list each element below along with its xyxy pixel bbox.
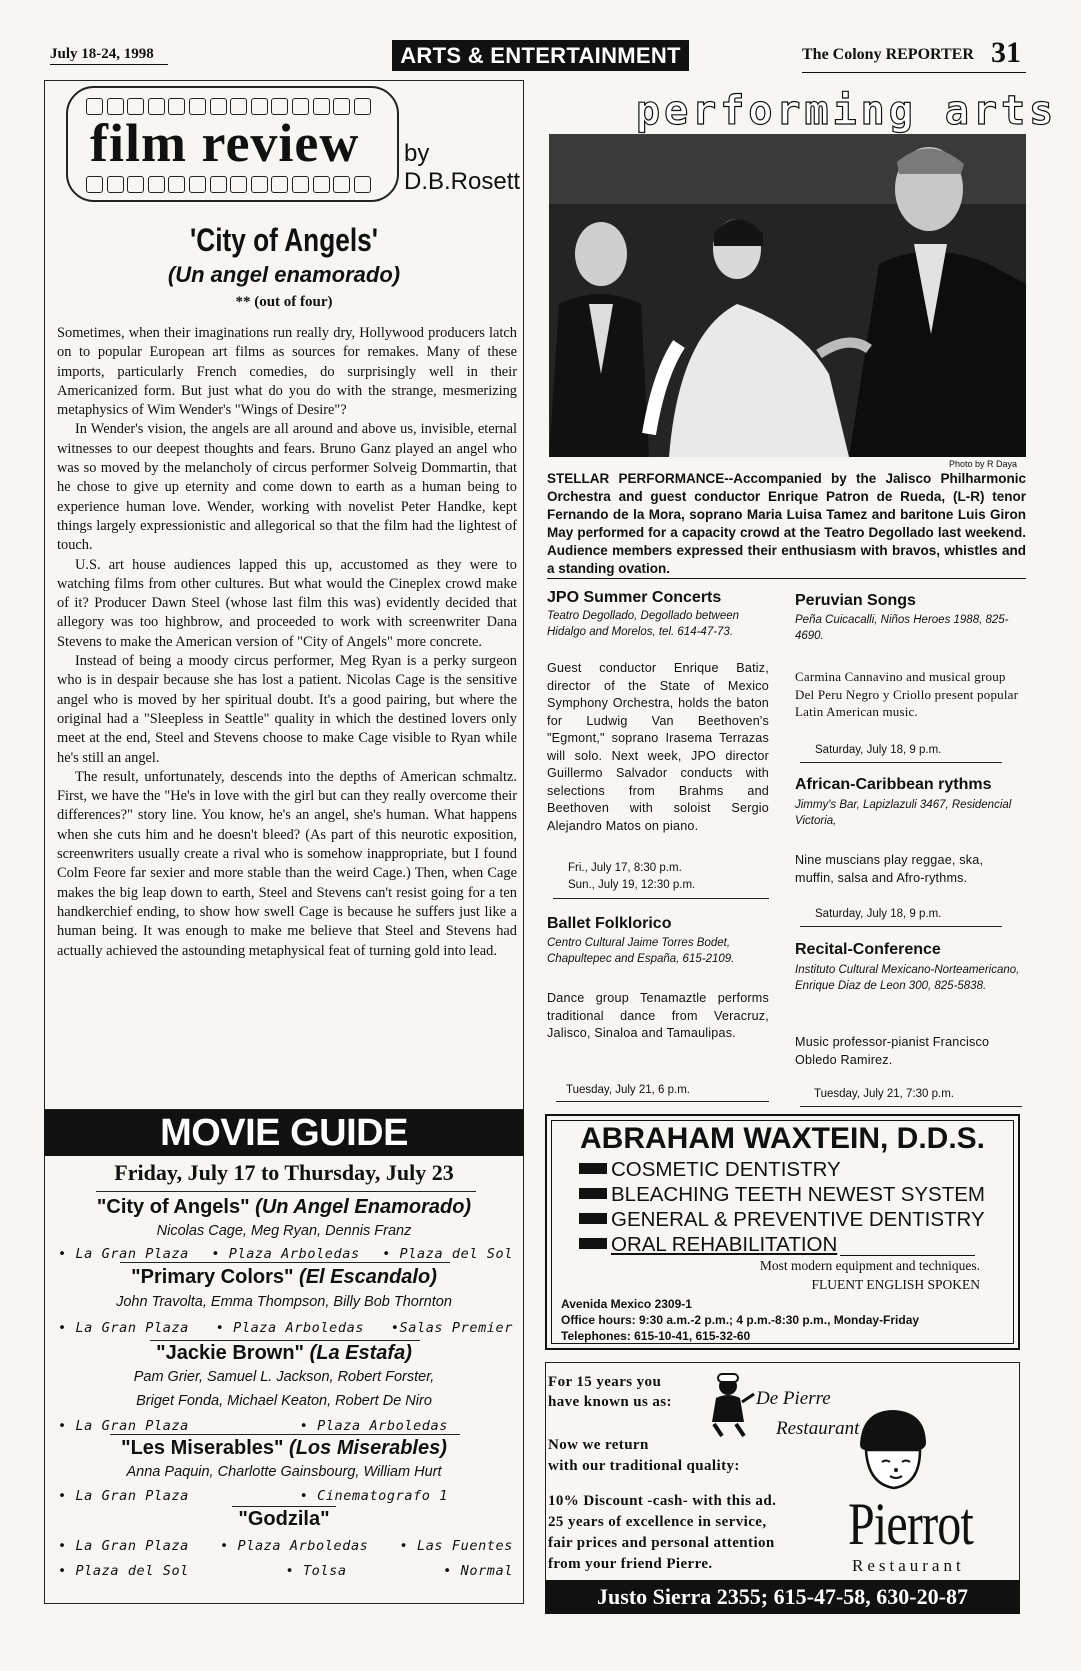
guide-rule xyxy=(96,1191,476,1192)
event-rule xyxy=(800,1106,1022,1107)
movie-entry-venues: • La Gran Plaza • Cinematografo 1 xyxy=(58,1488,448,1504)
dentist-service: ORAL REHABILITATION xyxy=(579,1233,837,1257)
movie-entry-cast: Briget Fonda, Michael Keaton, Robert De Niro xyxy=(136,1393,432,1409)
restaurant-text: Now we return xyxy=(548,1437,649,1453)
movie-entry-cast: John Travolta, Emma Thompson, Billy Bob Thornton xyxy=(116,1294,452,1310)
film-review-badge xyxy=(66,86,399,202)
review-body xyxy=(57,324,517,961)
chef-logo-icon xyxy=(706,1372,756,1438)
event-rule xyxy=(556,1101,769,1102)
restaurant-text: For 15 years you xyxy=(548,1374,662,1390)
event-time-peruvian: Saturday, July 18, 9 p.m. xyxy=(815,744,942,756)
movie-rating: ** (out of four) xyxy=(235,294,333,310)
restaurant-text: 25 years of excellence in service, xyxy=(548,1514,767,1530)
restaurant-text: with our traditional quality: xyxy=(548,1458,740,1474)
restaurant-text: have known us as: xyxy=(548,1394,672,1410)
pierrot-face-icon xyxy=(846,1404,936,1496)
dentist-service: GENERAL & PREVENTIVE DENTISTRY xyxy=(579,1208,985,1232)
performers-illustration xyxy=(549,134,1026,457)
date-underline xyxy=(50,64,168,65)
movie-entry-title: "Godzila" xyxy=(238,1508,330,1530)
dentist-phones: Telephones: 615-10-41, 615-32-60 xyxy=(561,1329,751,1343)
dentist-address: Avenida Mexico 2309-1 xyxy=(561,1297,692,1311)
guide-rule xyxy=(232,1506,336,1507)
badge-squares-bottom xyxy=(86,176,371,193)
movie-entry-cast: Anna Paquin, Charlotte Gainsbourg, William Hurt xyxy=(126,1464,442,1480)
event-rule xyxy=(800,926,1002,927)
pierrot-logo-text: Pierrot xyxy=(848,1491,974,1557)
dentist-service: BLEACHING TEETH NEWEST SYSTEM xyxy=(579,1183,985,1207)
movie-entry-cast: Nicolas Cage, Meg Ryan, Dennis Franz xyxy=(156,1223,412,1239)
movie-guide-heading: MOVIE GUIDE xyxy=(44,1110,524,1156)
event-time-jpo: Sun., July 19, 12:30 p.m. xyxy=(568,879,696,891)
dentist-service: COSMETIC DENTISTRY xyxy=(579,1158,841,1182)
section-banner: ARTS & ENTERTAINMENT xyxy=(392,40,689,71)
movie-title: 'City of Angels' xyxy=(190,222,378,258)
event-title-jpo: JPO Summer Concerts xyxy=(547,589,722,606)
event-location-recital: Instituto Cultural Mexicano-Norteamericano, Enrique Diaz de Leon 300, 825-5838. xyxy=(795,964,1020,992)
event-description-african: Nine muscians play reggae, ska, muffin, salsa and Afro-rythms. xyxy=(795,853,984,885)
event-title-peruvian: Peruvian Songs xyxy=(795,592,916,609)
event-time-african: Saturday, July 18, 9 p.m. xyxy=(815,908,942,920)
restaurant-text: fair prices and personal attention xyxy=(548,1535,775,1551)
event-location-jpo: Teatro Degollado, Degollado between Hidalgo and Morelos, tel. 614-47-73. xyxy=(547,610,740,638)
dentist-english-note: FLUENT ENGLISH SPOKEN xyxy=(811,1277,980,1292)
guide-rule xyxy=(110,1434,460,1435)
pierrot-logo-subtitle: Restaurant xyxy=(852,1556,965,1575)
service-underline xyxy=(840,1255,975,1256)
restaurant-brand-sub: Restaurant xyxy=(776,1418,860,1439)
restaurant-address-bar: Justo Sierra 2355; 615-47-58, 630-20-87 xyxy=(545,1580,1020,1614)
event-location-african: Jimmy's Bar, Lapizlazuli 3467, Residencial Victoria, xyxy=(795,799,1012,827)
review-paragraph: Sometimes, when their imaginations run really dry, Hollywood producers latch on to popular European art films as sources for remakes. Many of these imports, particularly French comedies, do surprisingly well in their Americanized form. But just what do you do with the strange, mesmerizing metaphysics of Wim Wender's "Wings of Desire"? xyxy=(57,325,517,419)
caption-rule xyxy=(547,578,1026,579)
movie-entry-title: "Jackie Brown" (La Estafa) xyxy=(156,1342,412,1364)
review-paragraph: Instead of being a moody circus performer, Meg Ryan is a perky surgeon who is in despair because she has lost a patient. Nicolas Cage is the sensitive angel who is moved by her spiritual doubt. It's a good pairing, but where the original had a "Sleepless in Seattle" quality in which the destined lovers only meet at the end, Steel and Stevens choose to make Cage visible to Ryan while he's still an angel. xyxy=(57,653,517,766)
event-description-peruvian: Carmina Cannavino and musical group Del Peru Negro y Criollo present popular Latin American music. xyxy=(795,669,1019,719)
movie-entry-title: "Primary Colors" (El Escandalo) xyxy=(131,1266,437,1288)
byline-author: D.B.Rosett xyxy=(404,168,521,195)
movie-guide-dates: Friday, July 17 to Thursday, July 23 xyxy=(114,1160,454,1185)
movie-entry-venues: • La Gran Plaza • Plaza Arboledas •Salas Premier xyxy=(58,1320,513,1336)
event-location-ballet: Centro Cultural Jaime Torres Bodet, Chapultepec and España, 615-2109. xyxy=(547,937,735,965)
movie-entry-venues: • La Gran Plaza • Plaza Arboledas xyxy=(58,1418,448,1434)
guide-rule xyxy=(150,1340,420,1341)
photo-caption: STELLAR PERFORMANCE--Accompanied by the Jalisco Philharmonic Orchestra and guest conductor Enrique Patron de Rueda, (L-R) tenor Fernando de la Mora, soprano Maria Luisa Tamez and baritone Luis Giron May performed for a capacity crowd at the Teatro Degollado last weekend. Audience members expressed their enthusiasm with bravos, whistles and a standing ovation. xyxy=(547,471,1026,576)
restaurant-brand: De Pierre xyxy=(756,1388,831,1409)
event-description-recital: Music professor-pianist Francisco Obledo Ramirez. xyxy=(795,1035,990,1067)
event-rule xyxy=(800,762,1002,763)
page-number: 31 xyxy=(991,36,1021,69)
event-description-jpo: Guest conductor Enrique Batiz, director of the State of Mexico Symphony Orchestra, holds the baton for Ludwig Van Beethoven's "Egmont," soprano Irasema Terrazas will solo. Next week, JPO director Guillermo Salvador conducts with selections from Brahms and Beethoven with soloist Sergio Alejandro Matos on piano. xyxy=(547,661,769,833)
event-time-recital: Tuesday, July 21, 7:30 p.m. xyxy=(814,1088,954,1100)
movie-entry-venues: • La Gran Plaza • Plaza Arboledas • Plaza del Sol xyxy=(58,1246,513,1262)
movie-subtitle: (Un angel enamorado) xyxy=(167,262,401,287)
review-paragraph: In Wender's vision, the angels are all around and above us, invisible, eternal witnesses to our deepest thoughts and fears. Bruno Ganz played an angel who was so moved by the melancholy of circus performer Solveig Dommartin, that he chose to give up eternity and come down to earth as a human being to experience human love. Wender, working with novelist Peter Handke, kept things largely expressionistic and allegorical so that the film had the lightest of touch. xyxy=(57,421,517,554)
review-paragraph: The result, unfortunately, descends into the depths of American schmaltz. First, we have the "He's in love with the girl but can they really overcome their differences?" story line. You know, he's an angel, she's human. What happens when she cuts him and he doesn't bleed? (As part of this neurotic exposition, screenwriters usually create a rival who is somehow inappropriate, but I found Colm Feore far sexier and more stable than the weird Cage.) Then, when Cage makes the big leap down to earth, Steel and Stevens can't resist going for a ten handkerchief ending, to show how swell Cage is because he suffers just like a human being. It was enough to make me believe that Steel and Stevens had actually achieved the astounding metaphysical feat of turning gold into lead. xyxy=(57,768,517,959)
event-time-jpo: Fri., July 17, 8:30 p.m. xyxy=(568,862,682,874)
photo-credit: Photo by R Daya xyxy=(949,459,1018,469)
dentist-name: ABRAHAM WAXTEIN, D.D.S. xyxy=(580,1122,985,1155)
event-title-ballet: Ballet Folklorico xyxy=(547,915,672,932)
movie-entry-cast: Pam Grier, Samuel L. Jackson, Robert Forster, xyxy=(133,1369,435,1385)
event-description-ballet: Dance group Tenamaztle performs traditional dance from Veracruz, Jalisco, Sinaloa and Tamaulipas. xyxy=(547,991,769,1040)
event-title-african: African-Caribbean rythms xyxy=(795,776,992,793)
review-paragraph: U.S. art house audiences lapped this up, accustomed as they were to watching films from other cultures. But what would the Cineplex crowd make of it? Producer Dawn Steel (whose last film this was) evidently decided that allegory was too highbrow, and proceeded to work with screenwriter Dana Stevens to make the American version of "City of Angels" more concrete. xyxy=(57,556,517,650)
event-location-peruvian: Peña Cuicacalli, Niños Heroes 1988, 825-4690. xyxy=(795,614,1009,642)
dentist-tagline: Most modern equipment and techniques. xyxy=(759,1258,980,1273)
movie-entry-title: "City of Angels" (Un Angel Enamorado) xyxy=(96,1196,472,1218)
guide-rule xyxy=(120,1262,450,1263)
movie-entry-venues: • Plaza del Sol • Tolsa • Normal xyxy=(58,1563,513,1579)
performing-arts-heading: performing arts xyxy=(636,88,1058,134)
restaurant-text: 10% Discount -cash- with this ad. xyxy=(548,1493,777,1509)
event-time-ballet: Tuesday, July 21, 6 p.m. xyxy=(566,1084,691,1096)
issue-date: July 18-24, 1998 xyxy=(50,46,154,62)
event-title-recital: Recital-Conference xyxy=(795,941,941,958)
dentist-hours: Office hours: 9:30 a.m.-2 p.m.; 4 p.m.-8:30 p.m., Monday-Friday xyxy=(561,1313,920,1327)
event-rule xyxy=(553,898,769,899)
film-review-title: film review xyxy=(90,113,360,173)
publication-name: The Colony REPORTER xyxy=(802,46,974,63)
movie-entry-title: "Les Miserables" (Los Miserables) xyxy=(121,1437,447,1459)
movie-entry-venues: • La Gran Plaza • Plaza Arboledas • Las Fuentes xyxy=(58,1538,513,1554)
performance-photo xyxy=(549,134,1026,457)
publication-underline xyxy=(802,72,1026,73)
restaurant-text: from your friend Pierre. xyxy=(548,1556,713,1572)
byline-by: by xyxy=(404,140,430,167)
